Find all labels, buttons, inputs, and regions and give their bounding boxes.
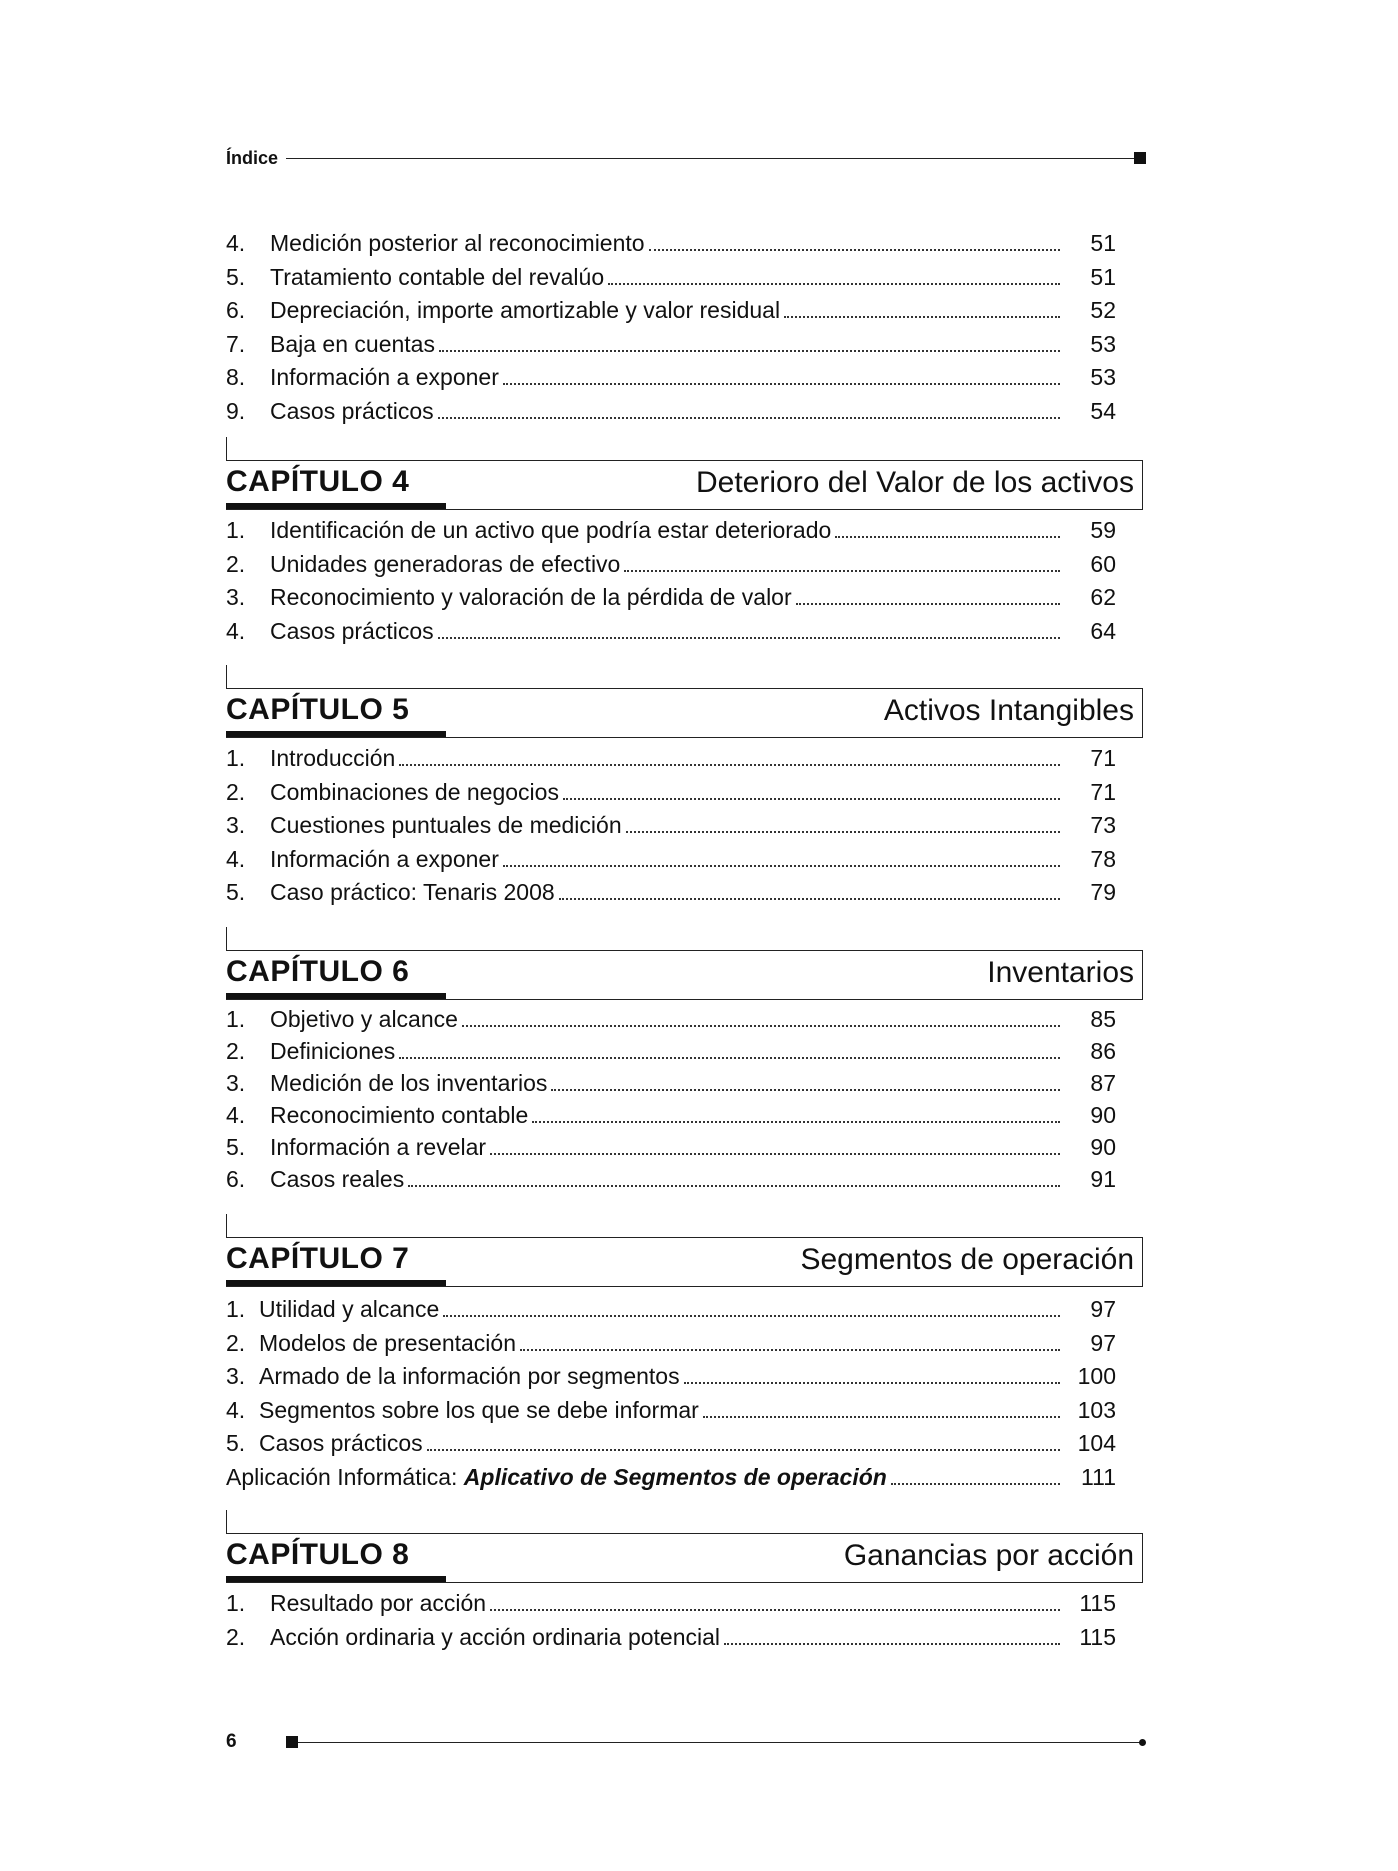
toc-entry[interactable]: 5. Casos prácticos 104 [226, 1430, 1116, 1456]
chapter-subject: Activos Intangibles [883, 694, 1134, 727]
toc-entry[interactable]: 3. Reconocimiento y valoración de la pérdida de valor 62 [226, 584, 1116, 610]
chapter-label: CAPÍTULO 8 [226, 1538, 410, 1571]
toc-entry[interactable]: 9. Casos prácticos 54 [226, 397, 1116, 424]
chapter-label: CAPÍTULO 6 [226, 955, 410, 988]
footer-square-icon [286, 1736, 298, 1748]
chapter-label: CAPÍTULO 7 [226, 1242, 410, 1275]
toc-entry[interactable]: 1. Introducción 71 [226, 745, 1116, 771]
toc-entry[interactable]: 3. Cuestiones puntuales de medición 73 [226, 812, 1116, 838]
toc-entry[interactable]: 6. Depreciación, importe amortizable y valor residual 52 [226, 297, 1116, 323]
chapter-label: CAPÍTULO 5 [226, 693, 410, 726]
toc-entry[interactable]: 5. Caso práctico: Tenaris 2008 79 [226, 879, 1116, 905]
toc-chapter-5 [226, 743, 1122, 911]
toc-entry[interactable]: 6. Casos reales 91 [226, 1166, 1116, 1192]
chapter-heading-4 [226, 437, 1144, 515]
toc-entry[interactable]: 5. Tratamiento contable del revalúo 51 [226, 263, 1116, 290]
toc-entry[interactable]: 2. Combinaciones de negocios 71 [226, 778, 1116, 805]
running-header [226, 146, 1146, 170]
chapter-subject: Deterioro del Valor de los activos [696, 466, 1134, 499]
toc-entry[interactable]: 2. Unidades generadoras de efectivo 60 [226, 550, 1116, 577]
chapter-subject: Segmentos de operación [800, 1243, 1134, 1276]
toc-chapter-4 [226, 515, 1122, 649]
chapter-heading-6 [226, 927, 1144, 1005]
toc-entry[interactable]: 1. Resultado por acción 115 [226, 1590, 1116, 1616]
footer-dot-icon [1139, 1739, 1146, 1746]
toc-chapter-7 [226, 1294, 1122, 1495]
toc-entry[interactable]: 1. Identificación de un activo que podría estar deteriorado 59 [226, 517, 1116, 543]
toc-entry[interactable]: 2. Definiciones 86 [226, 1038, 1116, 1064]
toc-entry[interactable]: 4. Segmentos sobre los que se debe informar 103 [226, 1396, 1116, 1423]
toc-entry[interactable]: 8. Información a exponer 53 [226, 364, 1116, 390]
toc-chapter-8 [226, 1588, 1122, 1655]
toc-entry[interactable]: 7. Baja en cuentas 53 [226, 330, 1116, 357]
chapter-subject: Ganancias por acción [843, 1539, 1134, 1572]
toc-entry[interactable]: 5. Información a revelar 90 [226, 1134, 1116, 1160]
header-square-icon [1134, 152, 1146, 164]
chapter-heading-7 [226, 1214, 1144, 1292]
toc-entry[interactable]: 4. Medición posterior al reconocimiento 51 [226, 230, 1116, 256]
page-number: 6 [226, 1731, 237, 1752]
toc-entry-app[interactable]: Aplicación Informática: Aplicativo de Segmentos de operación 111 [226, 1463, 1116, 1490]
toc-entry[interactable]: 4. Casos prácticos 64 [226, 617, 1116, 644]
header-rule [226, 158, 1136, 159]
toc-entry[interactable]: 2. Modelos de presentación 97 [226, 1329, 1116, 1356]
toc-entry[interactable]: 4. Reconocimiento contable 90 [226, 1102, 1116, 1128]
toc-entry[interactable]: 2. Acción ordinaria y acción ordinaria potencial 115 [226, 1623, 1116, 1650]
header-label: Índice [226, 146, 286, 170]
chapter-subject: Inventarios [987, 956, 1134, 989]
page-footer [226, 1730, 1146, 1754]
chapter-label: CAPÍTULO 4 [226, 465, 410, 498]
chapter-heading-5 [226, 665, 1144, 743]
footer-rule [298, 1742, 1140, 1743]
toc-entry[interactable]: 4. Información a exponer 78 [226, 845, 1116, 872]
toc-entry[interactable]: 3. Armado de la información por segmentos 100 [226, 1363, 1116, 1389]
toc-entry[interactable]: 3. Medición de los inventarios 87 [226, 1070, 1116, 1096]
toc-chapter-6 [226, 1004, 1122, 1196]
toc-section-continued [226, 228, 1122, 429]
toc-entry[interactable]: 1. Objetivo y alcance 85 [226, 1006, 1116, 1032]
chapter-heading-8 [226, 1510, 1144, 1588]
toc-entry[interactable]: 1. Utilidad y alcance 97 [226, 1296, 1116, 1322]
